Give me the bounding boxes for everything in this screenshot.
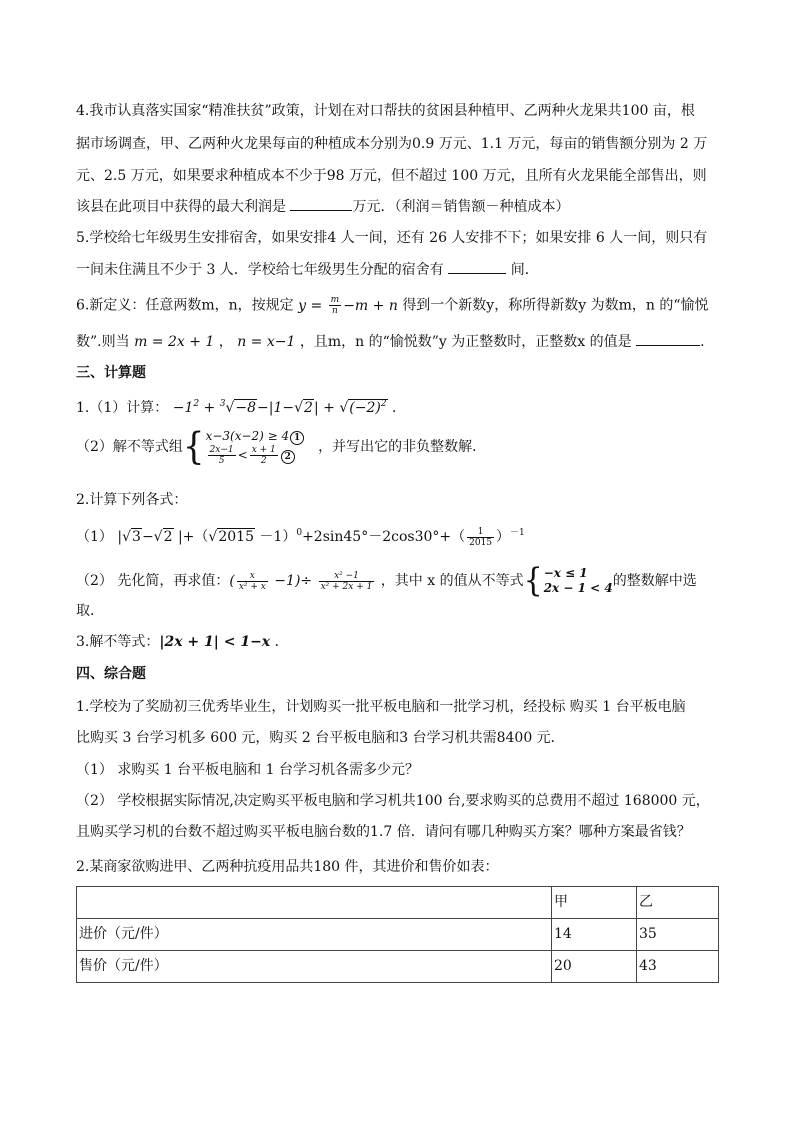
c2-text: ，其中 x 的值从不等式 (380, 573, 524, 589)
q6-formula: m = 2x + 1 (134, 334, 215, 350)
q6-text: 6.新定义：任意两数m，n，按规定 (76, 297, 294, 314)
brace: { (182, 425, 205, 469)
table-cell: 35 (637, 919, 719, 951)
z2-line-1: 2.某商家欲购进甲、乙两种抗疫用品共180 件，其进价和售价如表： (76, 859, 499, 875)
table-cell: 20 (552, 951, 637, 983)
q6-text: 数”.则当 (76, 334, 130, 350)
q4-number: 100 (621, 103, 649, 119)
q5-line-2 (76, 259, 539, 280)
c1-part1: 1.（1）计算： $-1^2 + ^3√-8-|1-√2| + √(-2)^2$ ． (76, 399, 406, 416)
c1-part2 (76, 425, 487, 469)
c2-title: 2.计算下列各式： (76, 492, 188, 508)
q4-line-3: 元、2.5 万元，如果要求种植成本不少于98 万元，但不超过 100 万元，且所有火龙果能全部售出，则 (76, 168, 707, 184)
q4-text: 4.我市认真落实国家“精准扶贫”政策，计划在对口帮扶的贫困县种植甲、乙两种火龙果共 (76, 103, 622, 119)
c2-formula: ( $\frac{x}{\text{x² + x}}$ −1)÷ $\frac{\text{x² −1}}{\text{x² + 2x + 1}}$ (229, 570, 373, 592)
table-cell: 乙 (637, 887, 719, 919)
q6-period: . (700, 334, 705, 350)
q5-text: 一间未住满且不少于 3 人．学校给七年级男生分配的宿舍有 (76, 262, 444, 278)
q6-text: ，且m，n 的“愉悦数”y 为正整数时，正整数x 的值是 (299, 334, 632, 350)
c2-part2 (76, 563, 697, 599)
q4-text: 该县在此项目中获得的最大利润是 (76, 199, 286, 215)
c1-label: （2）解不等式组 (76, 439, 183, 455)
q6-formula: n = x−1 (237, 334, 296, 350)
q6-line-2: 数”.则当 m = 2x + 1 ， n = x−1 ，且m，n 的“愉悦数”y 为正整数时，正整数x 的值是 . (76, 331, 705, 352)
z1-part2-line-2: 且购买学习机的台数不超过购买平板电脑台数的1.7 倍．请问有哪几种购买方案？哪种方案最省钱？ (76, 824, 691, 840)
c2-part1: （1） |√3−√2 $|+(√2015 -1)^0+2\sin 45^\circ-2\cos 30^\circ+$（ $\frac{1}{2015}$ ）$^{-1}$ (76, 526, 525, 548)
table-cell: 甲 (552, 887, 637, 919)
c2-label: （2） 先化简，再求值： (76, 573, 230, 589)
c1-label: 1.（1）计算： (76, 400, 169, 416)
c2-text: 的整数解中选 (612, 573, 697, 589)
table-cell: 43 (637, 951, 719, 983)
z1-line-2: 比购买 3 台学习机多 600 元，购买 2 台平板电脑和3 台学习机共需8400 元． (76, 730, 565, 746)
c1-text: ，并写出它的非负整数解． (318, 439, 487, 455)
section-heading: 四、综合题 (76, 666, 146, 682)
inequality-system: −x ≤ 1 2x − 1 < 4 (543, 566, 613, 595)
table-cell (77, 887, 552, 919)
table-cell: 14 (552, 919, 637, 951)
c3-formula: |2x + 1| < 1−x (159, 634, 271, 650)
table-cell: 售价（元/件） (77, 951, 552, 983)
q4-line-1 (76, 101, 695, 121)
c2-label: （1） (76, 529, 113, 545)
answer-blank[interactable] (290, 196, 352, 211)
z1-part1: （1） 求购买 1 台平板电脑和 1 台学习机各需多少元？ (76, 762, 419, 778)
q5-line-1: 5.学校给七年级男生安排宿舍，如果安排4 人一间，还有 26 人安排不下；如果安排 6 人一间，则只有 (76, 230, 708, 246)
section-heading: 三、计算题 (76, 365, 146, 381)
c1-formula: $-1^2 + ^3√-8-|1-√2| + √(-2)^2$ (172, 399, 387, 416)
q6-text: 得到一个新数y，称所得新数y 为数m，n 的“愉悦 (402, 297, 709, 314)
q4-line-2: 据市场调查，甲、乙两种火龙果每亩的种植成本分别为0.9 万元、1.1 万元，每亩的销售额分别为 2 万 (76, 136, 708, 152)
q6-formula: y = $\frac{m}{n}$ −m + n (298, 295, 398, 316)
c2-part2-end: 取． (76, 603, 104, 619)
z1-part2-line-1: （2） 学校根据实际情况,决定购买平板电脑和学习机共100 台,要求购买的总费用不超过 168000 元， (76, 793, 710, 809)
inequality-system: x−3(x−2) ≥ 4 1 $\frac{2x-1}{5}$ < $\frac{x + 1}{2}$ 2 (206, 429, 305, 466)
q4-text: 万元．（利润＝销售额－种植成本） (352, 199, 570, 215)
c3-label: 3.解不等式： (76, 634, 160, 650)
answer-blank[interactable] (636, 331, 700, 346)
c3-line: 3.解不等式：|2x + 1| < 1−x ． (76, 634, 289, 650)
table-cell: 进价（元/件） (77, 919, 552, 951)
table-row (77, 951, 719, 983)
answer-blank[interactable] (448, 259, 506, 274)
q4-line-4 (76, 196, 569, 217)
brace: { (523, 561, 543, 600)
q4-text: 亩，根 (648, 103, 695, 119)
price-table (76, 886, 719, 983)
z1-line-1: 1.学校为了奖励初三优秀毕业生，计划购买一批平板电脑和一批学习机，经投标 购买 1 台平板电脑 (76, 699, 686, 715)
table-header-row (77, 887, 719, 919)
table-row (77, 919, 719, 951)
q6-line-1 (76, 295, 708, 316)
q5-text: 间． (510, 262, 539, 278)
